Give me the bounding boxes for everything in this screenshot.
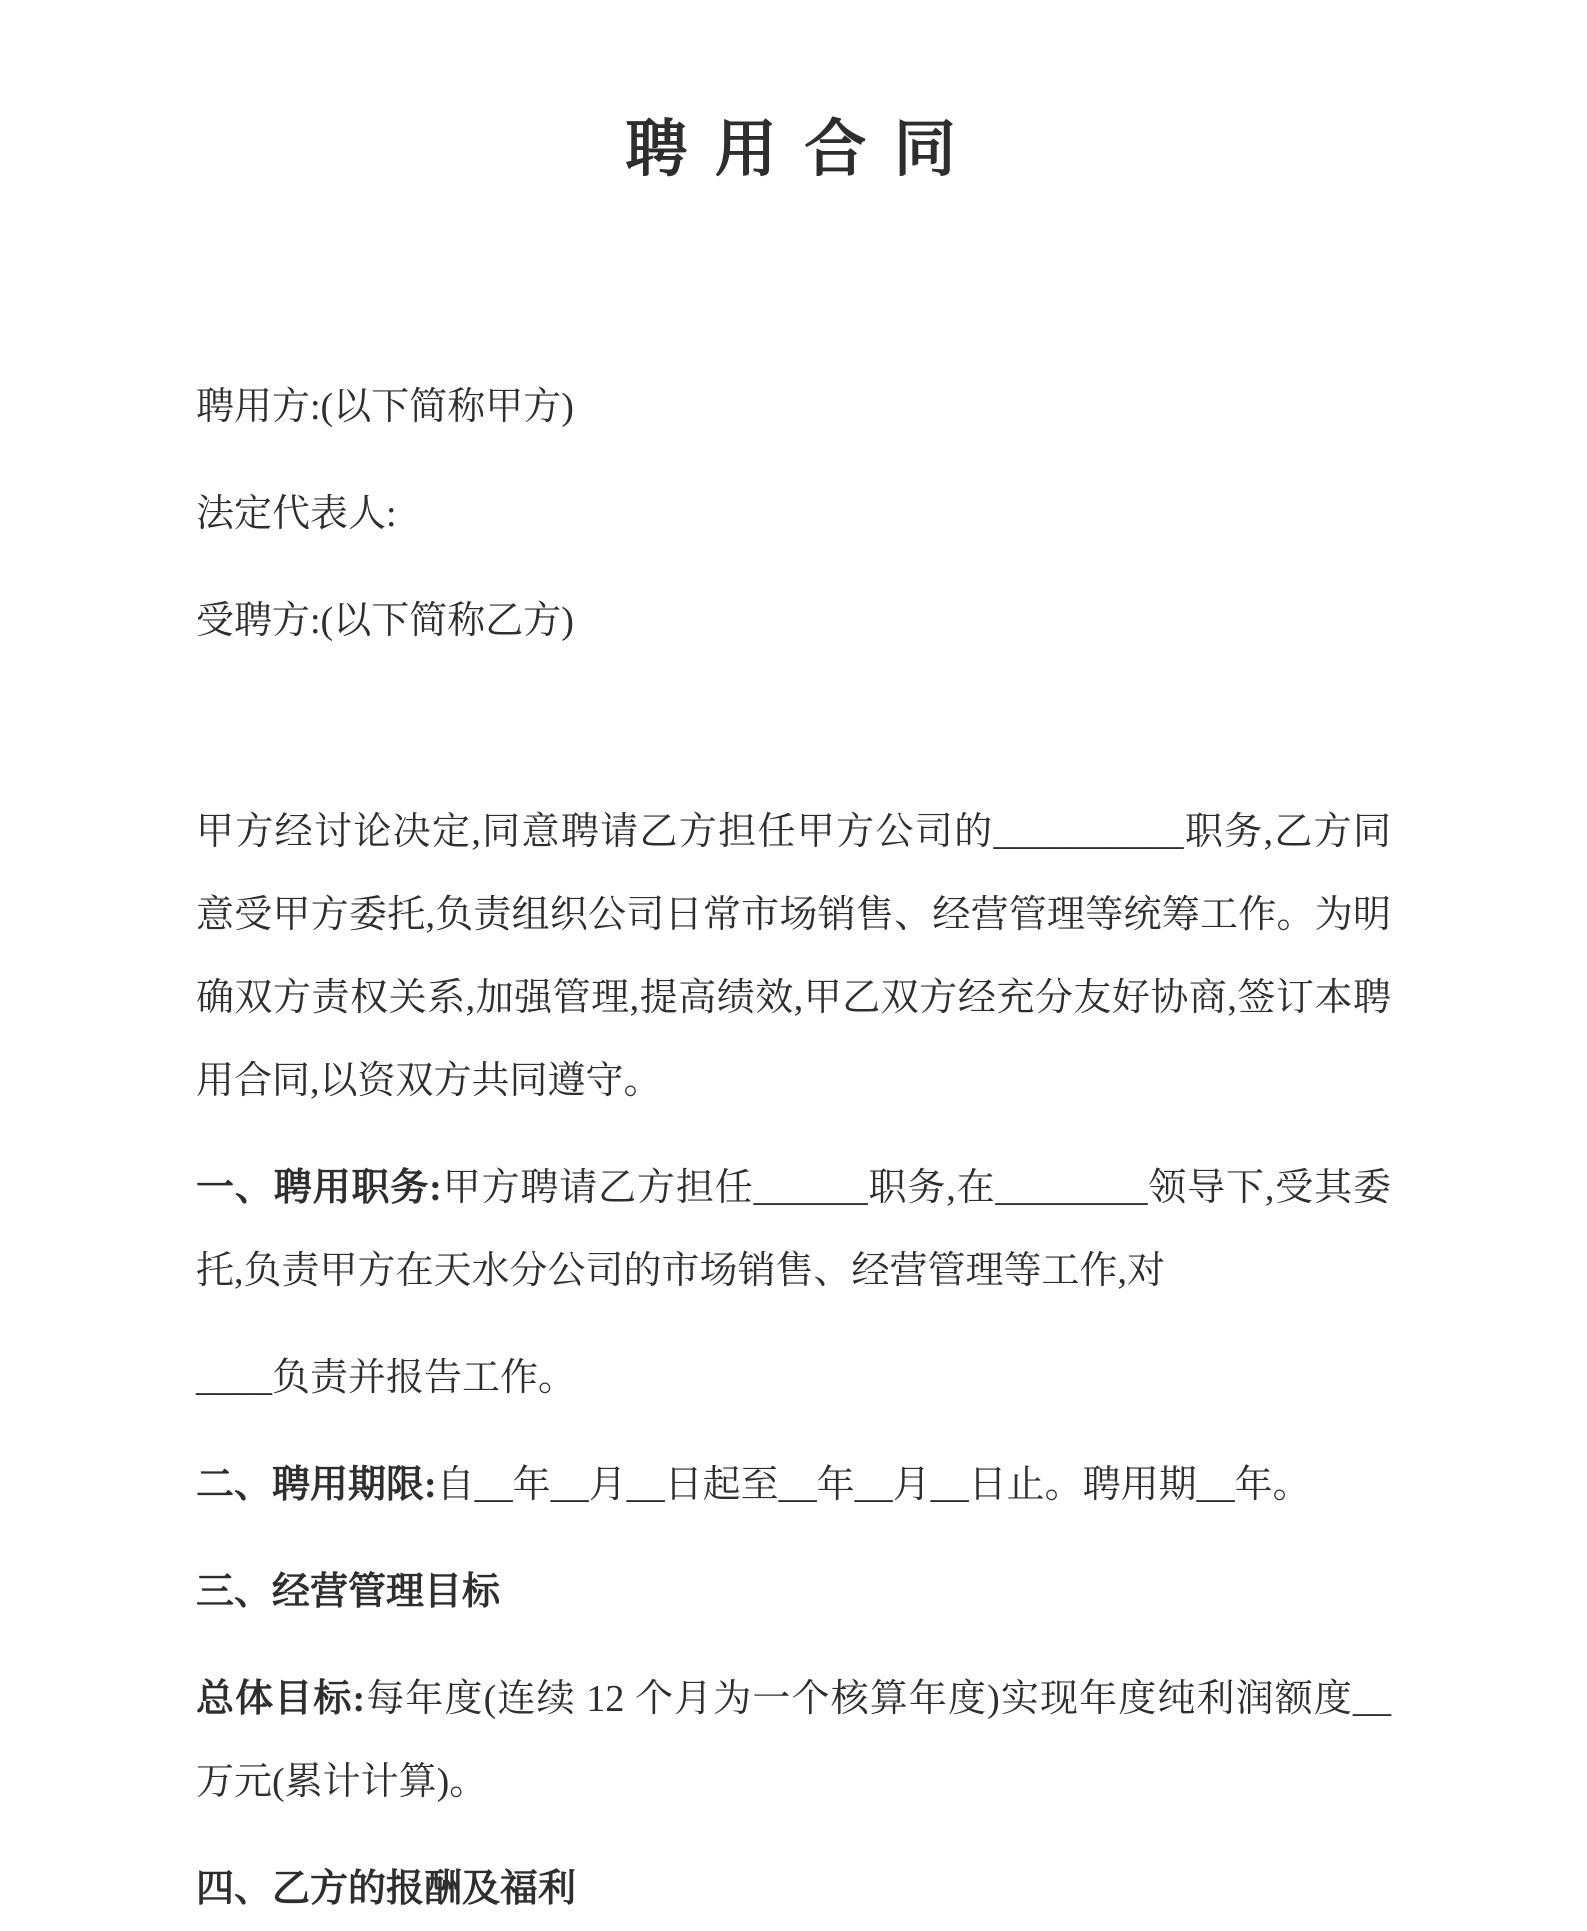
clause-3-label: 总体目标: <box>196 1678 366 1720</box>
clause-2-employment-term <box>196 1444 1391 1527</box>
document-title: 聘 用 合 同 <box>625 116 962 184</box>
clause-1-employment-position <box>196 1147 1391 1313</box>
party-a-line: 聘用方:(以下简称甲方) <box>196 386 574 428</box>
clause-1-continuation: ____负责并报告工作。 <box>196 1357 577 1399</box>
clause-3-overall-target <box>196 1658 1391 1824</box>
clause-3-text: 每年度(连续 12 个月为一个核算年度)实现年度纯利润额度__万元(累计计算)。 <box>196 1678 1392 1803</box>
legal-representative-line: 法定代表人: <box>196 493 397 535</box>
clause-4-heading: 四、乙方的报酬及福利 <box>196 1868 577 1910</box>
clause-3-heading: 三、经营管理目标 <box>196 1571 501 1613</box>
intro-paragraph: 甲方经讨论决定,同意聘请乙方担任甲方公司的__________职务,乙方同意受甲方委托,负责组织公司日常市场销售、经营管理等统筹工作。为明确双方责权关系,加强管理,提高绩效,甲乙双方经充分友好协商,签订本聘用合同,以资双方共同遵守。 <box>196 811 1391 1102</box>
clause-2-text: 自__年__月__日起至__年__月__日止。聘用期__年。 <box>436 1464 1311 1506</box>
party-b-line: 受聘方:(以下简称乙方) <box>196 600 574 642</box>
clause-2-label: 二、聘用期限: <box>196 1464 437 1506</box>
clause-1-text: 甲方聘请乙方担任______职务,在________领导下,受其委托,负责甲方在天水分公司的市场销售、经营管理等工作,对 <box>196 1167 1391 1292</box>
clause-1-label: 一、聘用职务: <box>196 1167 442 1209</box>
blank-line-spacer <box>196 687 1391 791</box>
